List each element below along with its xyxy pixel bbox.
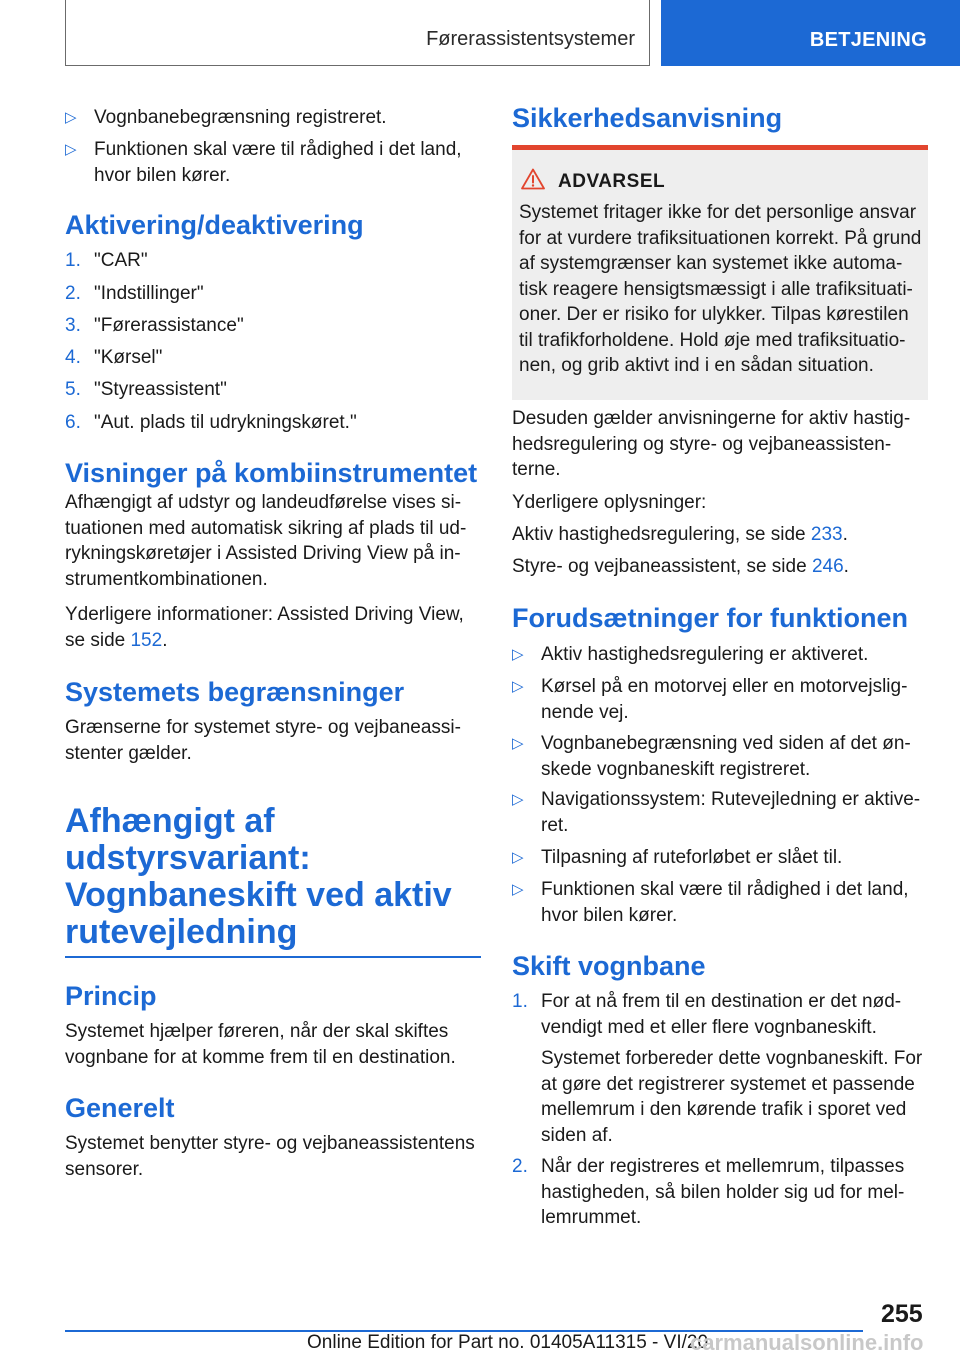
heading-prereq: Forudsætninger for funktionen — [512, 603, 908, 633]
list-item: 3. "Førerassistance" — [65, 315, 244, 336]
warning-triangle-icon — [521, 168, 545, 190]
paragraph-safety-1: Desuden gælder anvisningerne for aktiv hastighedsregulering og styre- og vejbaneassistenterne. — [512, 408, 911, 480]
triangle-bullet-icon: ▷ — [512, 791, 524, 808]
list-item: 2. "Indstillinger" — [65, 283, 204, 304]
paragraph-ref-1: Aktiv hastighedsregulering, se side 233. — [512, 524, 848, 545]
list-item: 1. "CAR" — [65, 250, 148, 271]
paragraph-principle: Systemet hjælper føreren, når der skal skiftes vognbane for at komme frem til en destination. — [65, 1021, 456, 1068]
paragraph-displays: Afhængigt af udstyr og landeudførelse vises situationen med automatisk sikring af plads til udrykningskøretøjer i Assisted Driving View på instrumentkombinationen. — [65, 492, 467, 590]
list-item: 6. "Aut. plads til udrykningskøret." — [65, 412, 357, 433]
list-item: ▷ Navigationssystem: Rutevejledning er aktiveret. — [512, 789, 921, 836]
list-item: 5. "Styreassistent" — [65, 379, 227, 400]
triangle-bullet-icon: ▷ — [512, 849, 524, 866]
header-chapter-tab — [661, 0, 960, 66]
heading-general: Generelt — [65, 1093, 175, 1123]
warning-title: ADVARSEL — [558, 171, 666, 192]
page-link-246[interactable]: 246 — [811, 556, 844, 577]
list-item: ▷ Vognbanebegrænsning ved siden af det ønskede vognbaneskift registreret. — [512, 733, 911, 780]
triangle-bullet-icon: ▷ — [512, 881, 524, 898]
heading-principle: Princip — [65, 981, 157, 1011]
footer-watermark: carmanualsonline.info — [690, 1330, 924, 1355]
paragraph-general: Systemet benytter styre- og vejbaneassistentens sensorer. — [65, 1133, 475, 1180]
heading-main: Afhængigt af udstyrsvariant: Vognbaneskift ved aktiv rutevejledning — [65, 802, 452, 951]
heading-activation: Aktivering/deaktivering — [65, 210, 364, 240]
triangle-bullet-icon: ▷ — [512, 646, 524, 663]
warning-box — [512, 145, 928, 400]
triangle-bullet-icon: ▷ — [65, 141, 77, 158]
list-item: 1. For at nå frem til en destination er det nødvendigt med et eller flere vognbaneskift. — [512, 991, 902, 1038]
heading-safety: Sikkerhedsanvisning — [512, 103, 783, 133]
triangle-bullet-icon: ▷ — [65, 109, 77, 126]
footer-edition: Online Edition for Part no. 01405A11315 - VI/20 — [307, 1332, 709, 1353]
list-item: ▷ Tilpasning af ruteforløbet er slået til. — [512, 845, 928, 871]
header-section-box — [65, 0, 650, 66]
paragraph-limits: Grænserne for systemet styre- og vejbaneassistenter gælder. — [65, 717, 461, 764]
warning-text: Systemet fritager ikke for det personlige ansvar for at vurdere trafiksituationen korrekt. På grund af systemgrænser kan systemet ikke automatisk reagere hensigtsmæssigt i alle trafiksituationer. Der er risiko for ulykker. Tilpas kørestilen til trafikforholdene. Hold øje med trafiksituationen, og grib aktivt ind i en sådan situation. — [519, 202, 922, 376]
list-item: ▷ Vognbanebegrænsning registreret. — [65, 105, 481, 131]
list-item: 2. Når der registreres et mellemrum, tilpasses hastigheden, så bilen holder sig ud for mellemrummet. — [512, 1156, 905, 1228]
paragraph-ref-2: Styre- og vejbaneassistent, se side 246. — [512, 556, 849, 577]
heading-lane-change: Skift vognbane — [512, 951, 706, 981]
paragraph-safety-2: Yderligere oplysninger: — [512, 492, 707, 513]
page-number: 255 — [881, 1300, 923, 1328]
header-section-title: Førerassistentsystemer — [426, 28, 635, 50]
paragraph-displays-ref: Yderligere informationer: Assisted Driving View, se side 152. — [65, 604, 464, 651]
list-item-continuation: Systemet forbereder dette vognbaneskift. For at gøre det registrerer systemet et passende mellemrum i den kørende trafik i sporet ved siden af. — [541, 1048, 923, 1146]
header-chapter-title: BETJENING — [809, 29, 927, 51]
heading-displays: Visninger på kombiinstrumentet — [65, 458, 478, 488]
page-link-152[interactable]: 152 — [130, 629, 163, 651]
list-item: ▷ Funktionen skal være til rådighed i det land, hvor bilen kører. — [512, 879, 909, 926]
page-link-233[interactable]: 233 — [810, 524, 843, 545]
list-item: ▷ Aktiv hastighedsregulering er aktiveret. — [512, 642, 928, 668]
list-item: 4. "Kørsel" — [65, 347, 163, 368]
warning-bar — [512, 145, 928, 150]
heading-limits: Systemets begrænsninger — [65, 677, 405, 707]
list-item: ▷ Funktionen skal være til rådighed i det land, hvor bilen kører. — [65, 139, 462, 186]
heading-rule — [65, 956, 481, 958]
list-item: ▷ Kørsel på en motorvej eller en motorvejslignende vej. — [512, 676, 908, 723]
triangle-bullet-icon: ▷ — [512, 678, 524, 695]
triangle-bullet-icon: ▷ — [512, 735, 524, 752]
